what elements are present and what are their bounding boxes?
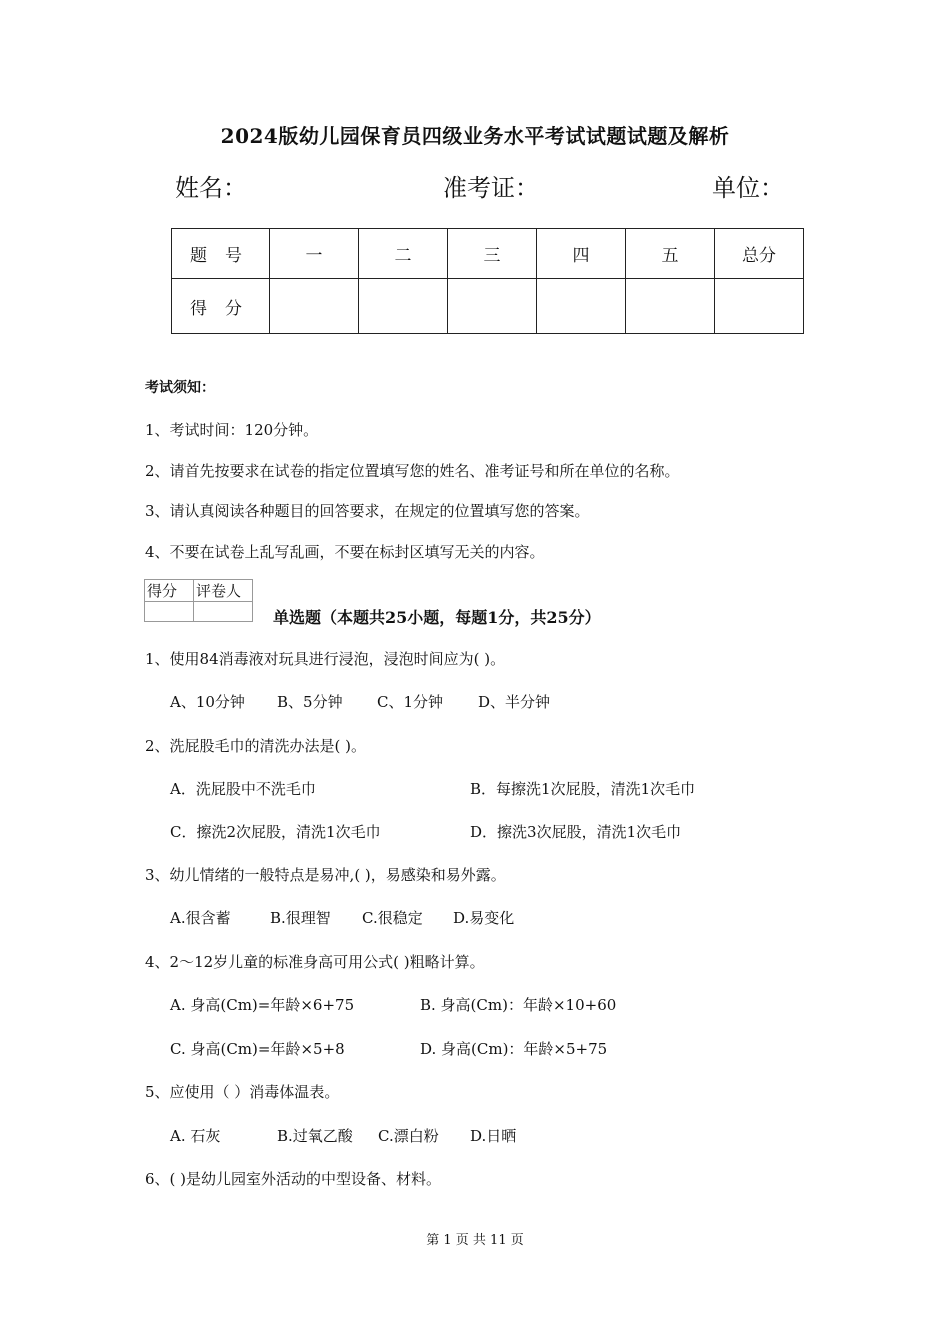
question-stem: 6、( )是幼儿园室外活动的中型设备、材料。	[145, 1170, 442, 1188]
score-cell	[359, 279, 448, 334]
section-title: 单选题（本题共25小题，每题1分，共25分）	[273, 608, 601, 627]
page-title: 2024版幼儿园保育员四级业务水平考试试题试题及解析	[220, 124, 730, 148]
grader-name-cell	[194, 602, 253, 622]
question-stem: 3、幼儿情绪的一般特点是易冲,( )，易感染和易外露。	[145, 866, 506, 884]
grader-score-cell	[145, 602, 194, 622]
question-option: B、5分钟	[277, 693, 343, 711]
column-header: 一	[270, 229, 359, 279]
question-option: A．洗屁股中不洗毛巾	[170, 780, 316, 798]
exam-id-label: 准考证：	[443, 174, 539, 202]
question-stem: 2、洗屁股毛巾的清洗办法是( )。	[145, 737, 367, 755]
score-cell	[626, 279, 715, 334]
question-option: C. 身高(Cm)=年龄×5+8	[170, 1040, 345, 1058]
unit-label: 单位：	[712, 174, 784, 202]
page-footer: 第 1 页 共 11 页	[426, 1233, 524, 1248]
question-option: B.过氧乙酸	[277, 1127, 353, 1145]
score-cell	[715, 279, 804, 334]
grader-name-label: 评卷人	[194, 580, 253, 602]
score-table	[171, 228, 804, 334]
question-number-header: 题号	[172, 229, 270, 279]
question-option: B．每擦洗1次屁股，清洗1次毛巾	[470, 780, 696, 798]
notice-item: 3、请认真阅读各种题目的回答要求，在规定的位置填写您的答案。	[145, 502, 590, 520]
candidate-info-row	[175, 168, 785, 204]
column-header: 二	[359, 229, 448, 279]
question-option: D.日晒	[470, 1127, 517, 1145]
notice-item: 2、请首先按要求在试卷的指定位置填写您的姓名、准考证号和所在单位的名称。	[145, 462, 680, 480]
question-option: A、10分钟	[170, 693, 245, 711]
question-option: D. 身高(Cm)：年龄×5+75	[420, 1040, 608, 1058]
question-option: B.很理智	[270, 909, 331, 927]
column-header: 三	[448, 229, 537, 279]
score-cell	[270, 279, 359, 334]
question-option: A. 身高(Cm)=年龄×6+75	[170, 996, 355, 1014]
question-option: D．擦洗3次屁股，清洗1次毛巾	[470, 823, 682, 841]
score-row-label: 得分	[172, 279, 270, 334]
notice-item: 4、不要在试卷上乱写乱画，不要在标封区填写无关的内容。	[145, 543, 545, 561]
question-option: A.很含蓄	[170, 909, 231, 927]
grader-score-label: 得分	[145, 580, 194, 602]
name-label: 姓名：	[175, 174, 247, 202]
column-header: 四	[537, 229, 626, 279]
question-stem: 5、应使用（ ）消毒体温表。	[145, 1083, 340, 1101]
notice-heading: 考试须知：	[145, 380, 215, 396]
question-option: C、1分钟	[377, 693, 444, 711]
column-header: 五	[626, 229, 715, 279]
grader-box	[144, 579, 253, 622]
question-stem: 4、2～12岁儿童的标准身高可用公式( )粗略计算。	[145, 953, 485, 971]
question-option: C.很稳定	[362, 909, 423, 927]
question-option: C．擦洗2次屁股，清洗1次毛巾	[170, 823, 381, 841]
notice-item: 1、考试时间：120分钟。	[145, 421, 319, 439]
question-stem: 1、使用84消毒液对玩具进行浸泡，浸泡时间应为( )。	[145, 650, 506, 668]
score-cell	[537, 279, 626, 334]
score-cell	[448, 279, 537, 334]
column-header: 总分	[715, 229, 804, 279]
question-option: B. 身高(Cm)：年龄×10+60	[420, 996, 617, 1014]
question-option: A. 石灰	[170, 1127, 221, 1145]
question-option: D.易变化	[453, 909, 515, 927]
question-option: D、半分钟	[478, 693, 551, 711]
question-option: C.漂白粉	[378, 1127, 439, 1145]
